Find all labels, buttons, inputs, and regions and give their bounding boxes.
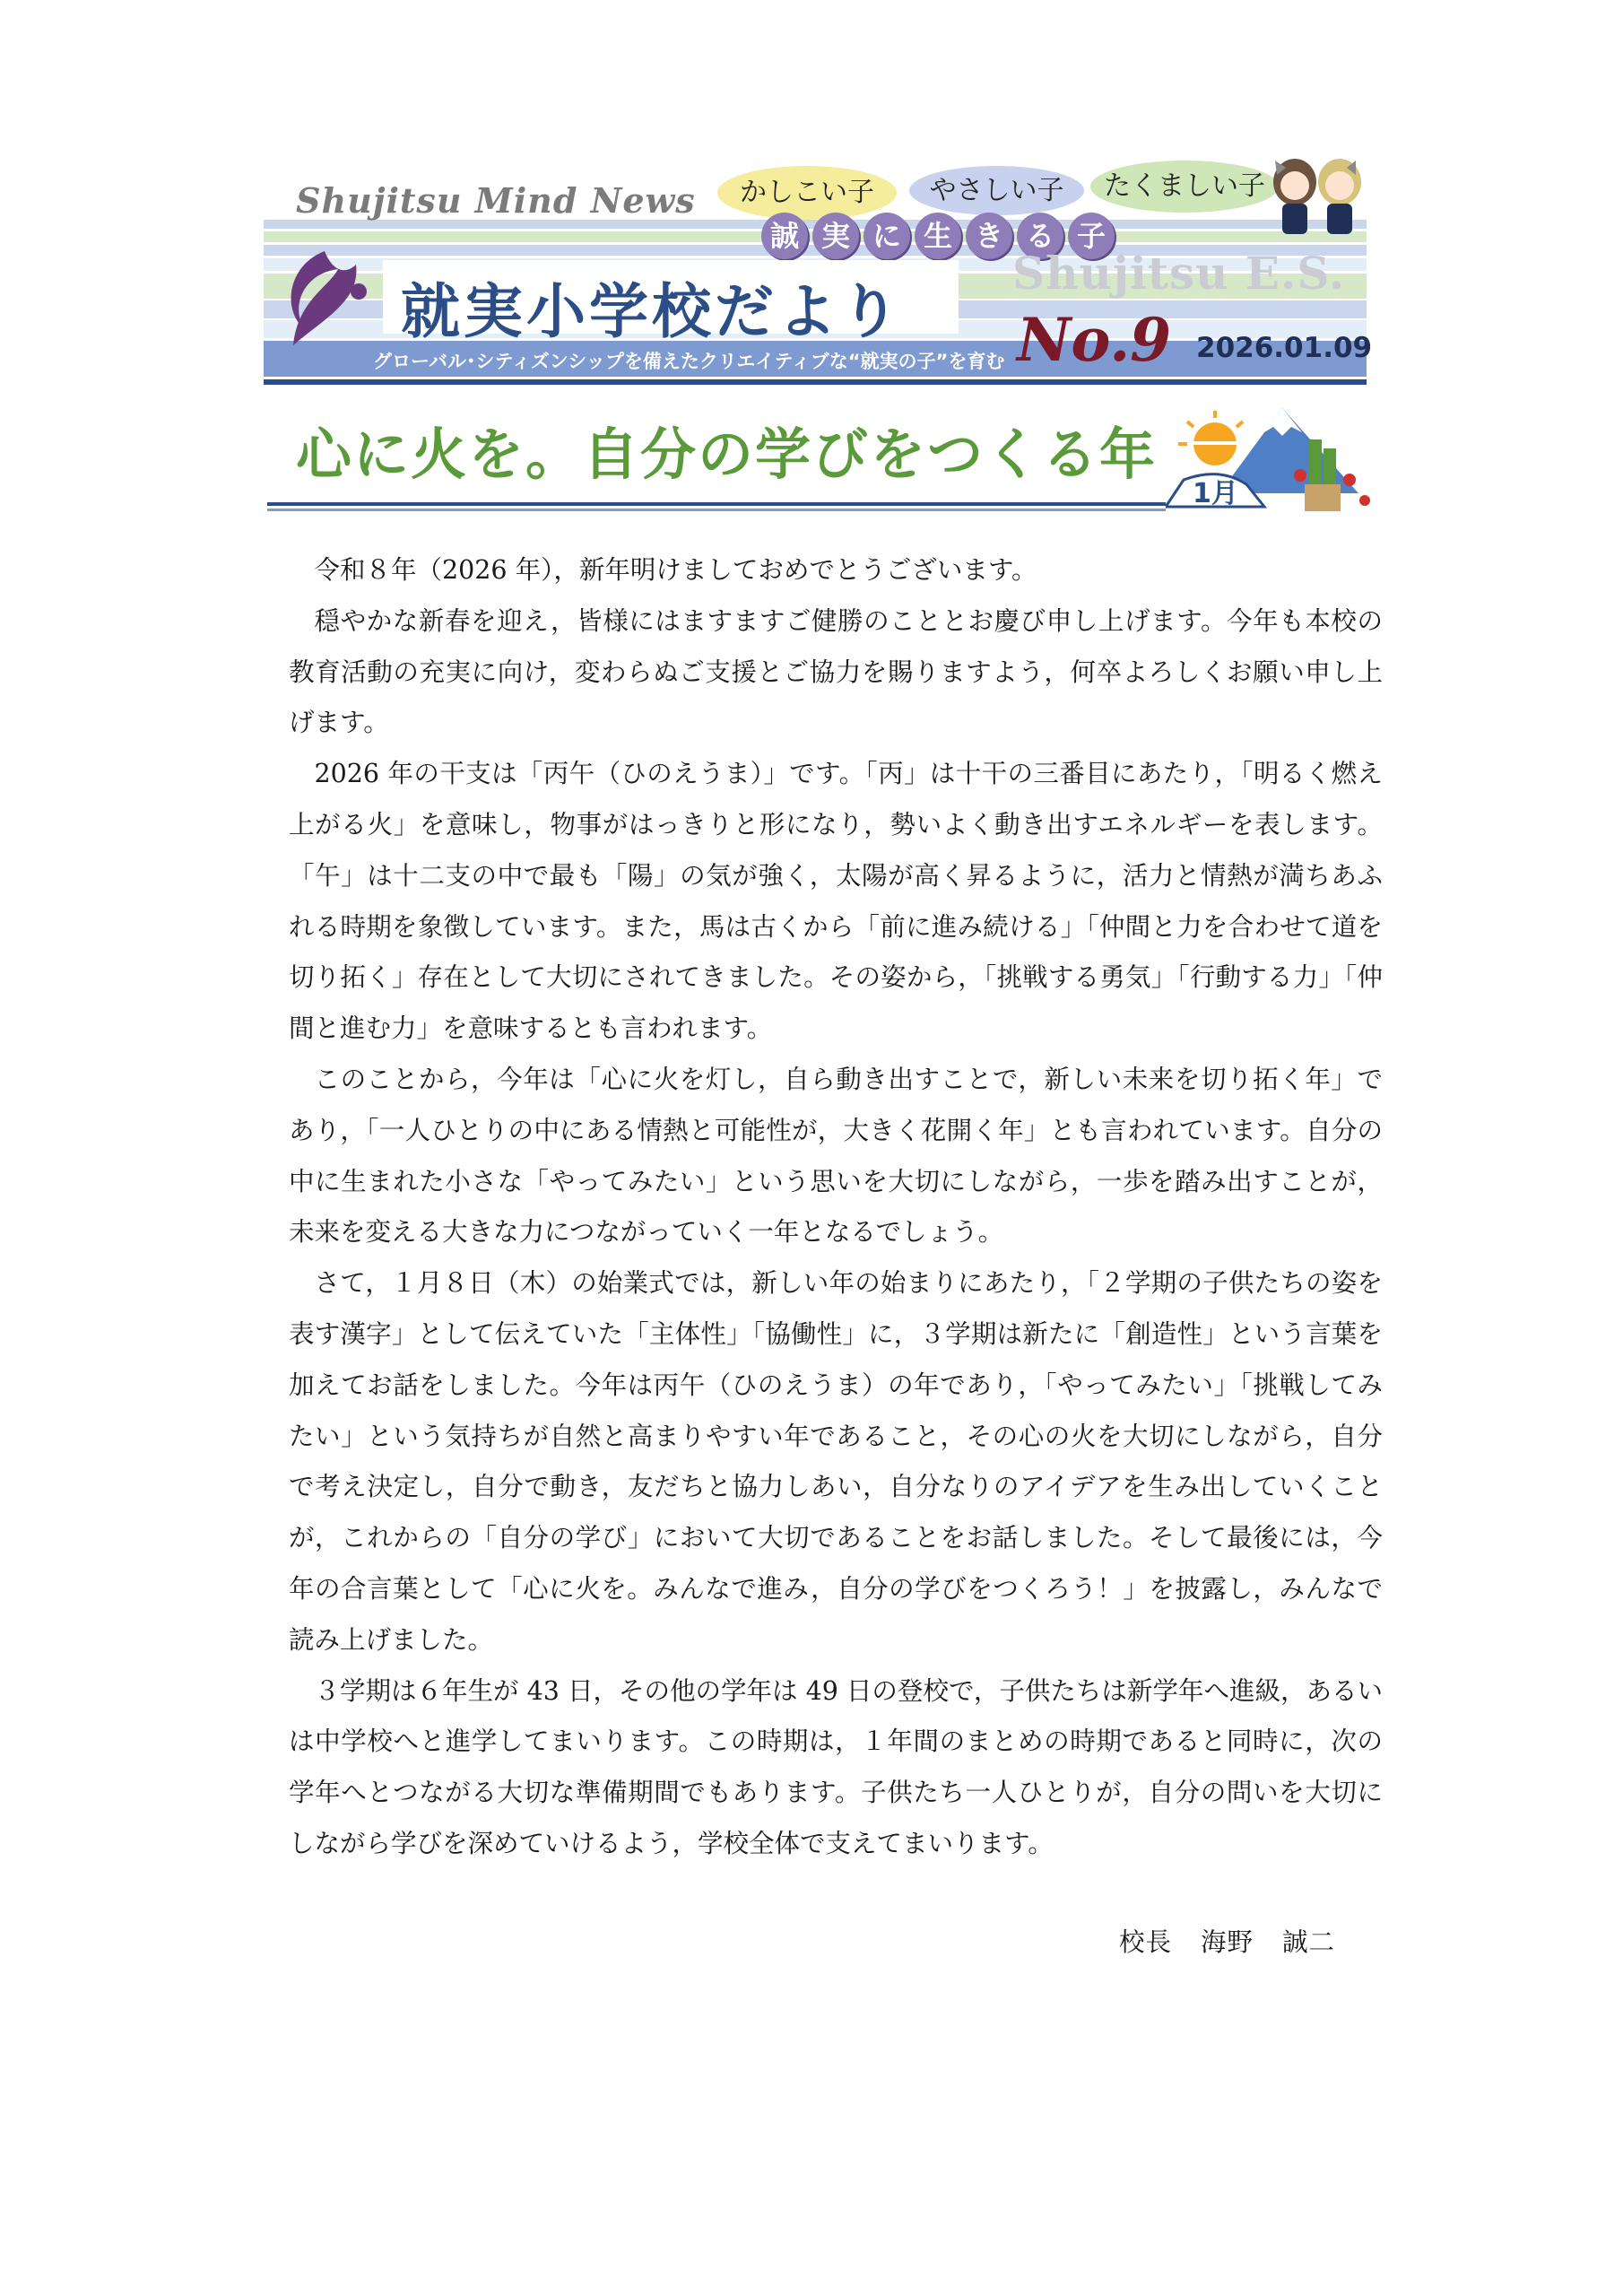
school-name-en: Shujitsu E.S. bbox=[1012, 247, 1346, 300]
body-text bbox=[289, 545, 1383, 1870]
motto-char: 生 bbox=[915, 213, 961, 259]
paragraph: さて，１月８日（木）の始業式では，新しい年の始まりにあたり，「２学期の子供たちの姿を表す漢字」として伝えていた「主体性」「協働性」に，３学期は新たに「創造性」という言葉を加えてお話をしました。今年は丙午（ひのえうま）の年であり，「やってみたい」「挑戦してみたい」という気持ちが自然と高まりやすい年であること，その心の火を大切にしながら，自分で考え決定し，自分で動き，友だちと協力しあい，自分なりのアイデアを生み出していくことが，これからの「自分の学び」において大切であることをお話しました。そして最後には，今年の合言葉として「心に火を。みんなで進み，自分の学びをつくろう！」を披露し，みんなで読み上げました。 bbox=[289, 1268, 1383, 1655]
masthead-rule bbox=[264, 379, 1367, 385]
signature bbox=[1119, 1922, 1364, 1959]
trait-cloud-kind bbox=[909, 166, 1084, 215]
issue-number: No.9 bbox=[1017, 305, 1172, 375]
school-tagline: グローバル･シティズンシップを備えたクリエイティブな“就実の子”を育む bbox=[373, 351, 1005, 372]
school-name: 就実小学校だより bbox=[401, 277, 903, 346]
signature-surname: 海野 bbox=[1201, 1927, 1254, 1957]
new-year-illustration bbox=[1166, 395, 1381, 516]
headline: 心に火を。自分の学びをつくる年 bbox=[296, 422, 1158, 487]
motto-char: 誠 bbox=[761, 213, 808, 259]
paragraph: 令和８年（2026 年），新年明けましておめでとうございます。 bbox=[314, 555, 1037, 585]
trait-label: たくましい子 bbox=[1104, 170, 1265, 202]
mind-news-title: Shujitsu Mind News bbox=[296, 180, 696, 221]
motto-char: 実 bbox=[812, 213, 859, 259]
paragraph: ３学期は６年生が 43 日，その他の学年は 49 日の登校で，子供たちは新学年へ進級，あるいは中学校へと進学してまいります。この時期は，１年間のまとめの時期であると同時に，次の学年へとつながる大切な準備期間でもあります。子供たち一人ひとりが，自分の問いを大切にしながら学びを深めていけるよう，学校全体で支えてまいります。 bbox=[289, 1675, 1383, 1858]
trait-label: やさしい子 bbox=[929, 175, 1064, 206]
paragraph: 穏やかな新春を迎え，皆様にはますますご健勝のこととお慶び申し上げます。今年も本校の教育活動の充実に向け，変わらぬご支援とご協力を賜りますよう，何卒よろしくお願い申し上げます。 bbox=[289, 605, 1383, 738]
month-label: 1月 bbox=[1193, 478, 1238, 509]
school-logo-icon bbox=[271, 247, 378, 368]
mascot-illustration bbox=[1266, 148, 1367, 238]
issue-date: 2026.01.09 bbox=[1196, 332, 1373, 364]
trait-cloud-wise bbox=[717, 166, 897, 220]
trait-label: かしこい子 bbox=[740, 177, 874, 208]
motto-char: る bbox=[1017, 213, 1063, 259]
motto-char: 子 bbox=[1068, 213, 1115, 259]
paragraph: このことから，今年は「心に火を灯し，自ら動き出すことで，新しい未来を切り拓く年」であり，「一人ひとりの中にある情熱と可能性が，大きく花開く年」とも言われています。自分の中に生まれた小さな「やってみたい」という思いを大切にしながら，一歩を踏み出すことが，未来を変える大きな力につながっていく一年となるでしょう。 bbox=[289, 1064, 1383, 1248]
paragraph: 2026 年の干支は「丙午（ひのえうま）」です。「丙」は十干の三番目にあたり，「明るく燃え上がる火」を意味し，物事がはっきりと形になり，勢いよく動き出すエネルギーを表します。「午」は十二支の中で最も「陽」の気が強く，太陽が高く昇るように，活力と情熱が満ちあふれる時期を象徴しています。また，馬は古くから「前に進み続ける」「仲間と力を合わせて道を切り拓く」存在として大切にされてきました。その姿から，「挑戦する勇気」「行動する力」「仲間と進む力」を意味するとも言われます。 bbox=[289, 759, 1383, 1044]
motto-char: に bbox=[864, 213, 910, 259]
masthead bbox=[264, 148, 1373, 386]
school-name-box bbox=[383, 260, 959, 346]
motto-char: き bbox=[966, 213, 1012, 259]
trait-cloud-strong bbox=[1090, 161, 1279, 213]
signature-given: 誠二 bbox=[1282, 1927, 1336, 1957]
signature-title: 校長 bbox=[1119, 1927, 1173, 1957]
